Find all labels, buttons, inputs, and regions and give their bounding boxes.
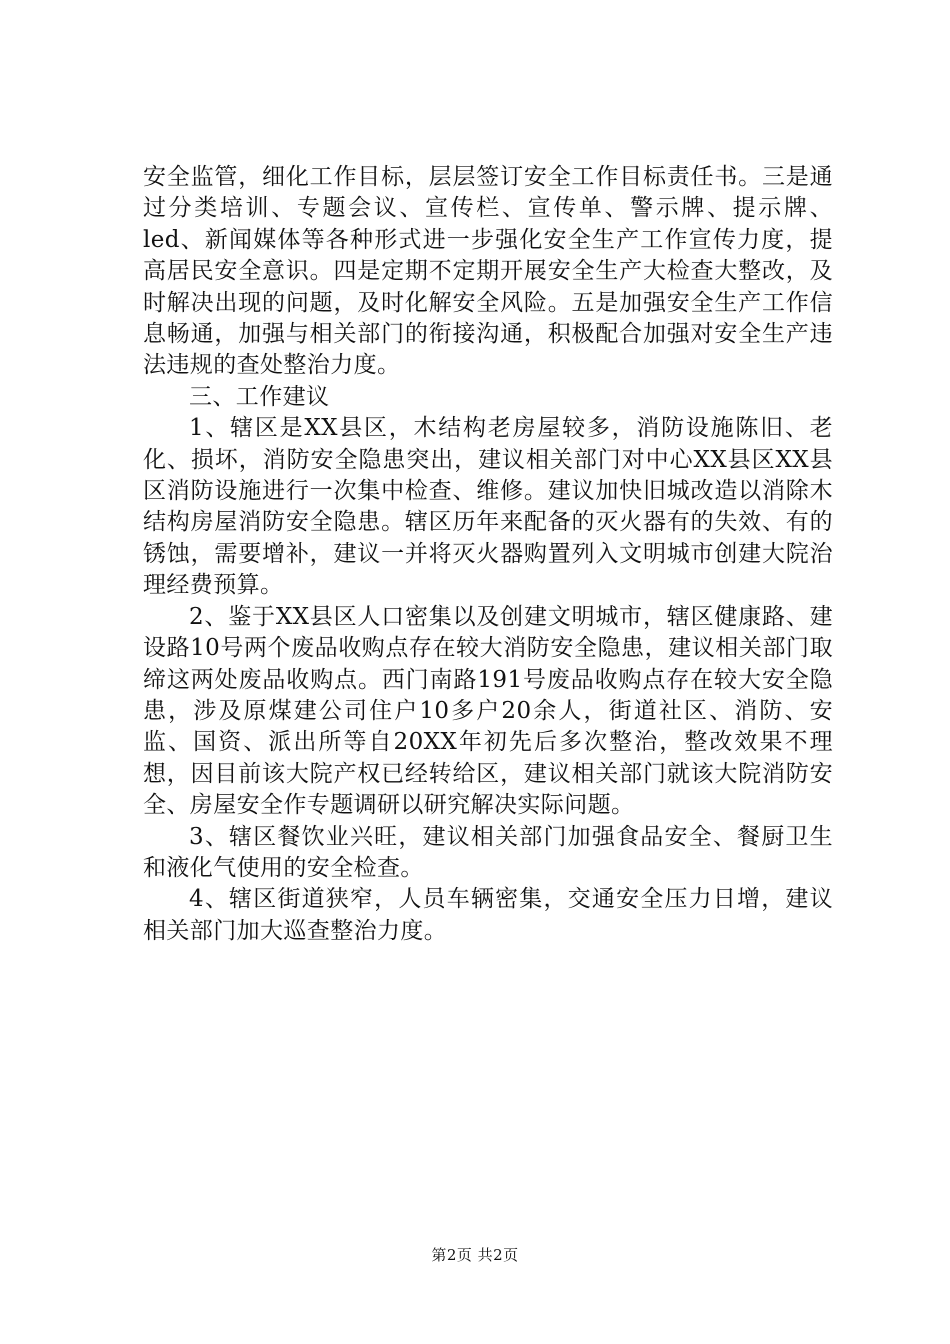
- section-heading: 三、工作建议: [189, 383, 330, 410]
- suggestion-paragraph-4: 4、辖区街道狭窄，人员车辆密集，交通安全压力日增，建议相关部门加大巡查整治力度。: [143, 886, 833, 944]
- suggestion-paragraph-1: 1、辖区是XX县区，木结构老房屋较多，消防设施陈旧、老化、损坏，消防安全隐患突出，建议相关部门对中心XX县区XX县区消防设施进行一次集中检查、维修。建议加快旧城改造以消除木结构房屋消防安全隐患。辖区历年来配备的灭火器有的失效、有的锈蚀，需要增补，建议一并将灭火器购置列入文明城市创建大院治理经费预算。: [143, 415, 833, 599]
- paragraph-continuation: 安全监管，细化工作目标，层层签订安全工作目标责任书。三是通过分类培训、专题会议、宣传栏、宣传单、警示牌、提示牌、led、新闻媒体等各种形式进一步强化安全生产工作宣传力度，提高居民安全意识。四是定期不定期开展安全生产大检查大整改，及时解决出现的问题，及时化解安全风险。五是加强安全生产工作信息畅通，加强与相关部门的衔接沟通，积极配合加强对安全生产违法违规的查处整治力度。: [143, 164, 833, 379]
- page-footer: 第2页 共2页: [431, 1246, 519, 1264]
- suggestion-paragraph-3: 3、辖区餐饮业兴旺，建议相关部门加强食品安全、餐厨卫生和液化气使用的安全检查。: [143, 823, 833, 881]
- suggestion-paragraph-2: 2、鉴于XX县区人口密集以及创建文明城市，辖区健康路、建设路10号两个废品收购点存在较大消防安全隐患，建议相关部门取缔这两处废品收购点。西门南路191号废品收购点存在较大安全隐患，涉及原煤建公司住户10多户20余人，街道社区、消防、安监、国资、派出所等自20XX年初先后多次整治，整改效果不理想，因目前该大院产权已经转给区，建议相关部门就该大院消防安全、房屋安全作专题调研以研究解决实际问题。: [143, 603, 833, 819]
- document-body: [143, 162, 833, 947]
